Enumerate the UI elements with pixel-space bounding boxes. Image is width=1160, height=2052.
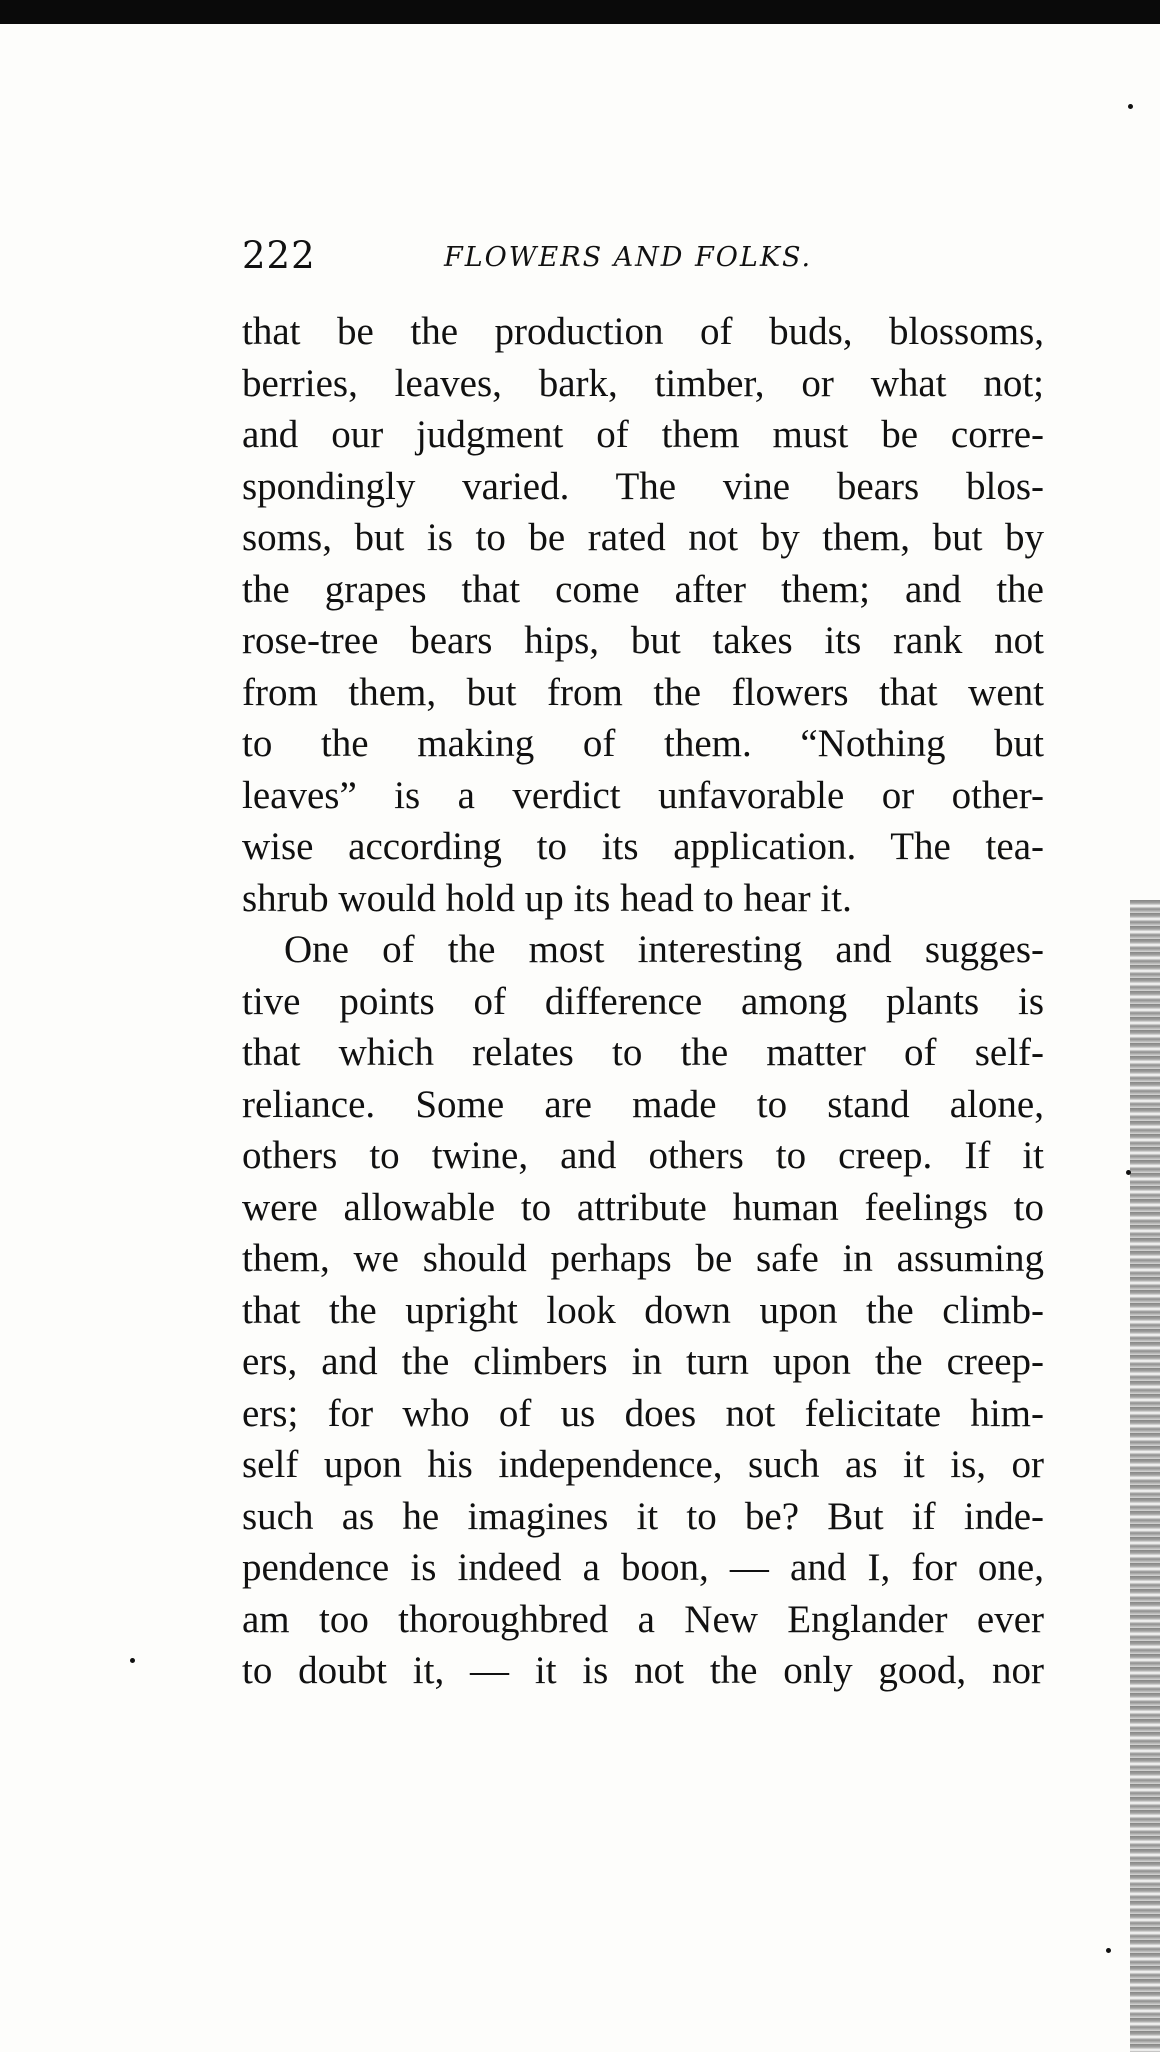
text-line: wise according to its application. The tea- bbox=[242, 825, 1044, 868]
text-line: spondingly varied. The vine bears blos- bbox=[242, 464, 1044, 508]
scan-speck bbox=[130, 1658, 135, 1663]
text-line: soms, but is to be rated not by them, but by bbox=[242, 516, 1044, 559]
text-line: self upon his independence, such as it is, or bbox=[242, 1443, 1044, 1486]
text-line: such as he imagines it to be? But if inde- bbox=[242, 1494, 1044, 1538]
scan-border-top bbox=[0, 0, 1160, 24]
text-line: from them, but from the flowers that went bbox=[242, 670, 1044, 714]
text-line: leaves” is a verdict unfavorable or other- bbox=[242, 773, 1044, 817]
text-line: pendence is indeed a boon, — and I, for one, bbox=[242, 1546, 1044, 1589]
text-line: others to twine, and others to creep. If it bbox=[242, 1134, 1044, 1177]
text-line: tive points of difference among plants is bbox=[242, 979, 1044, 1023]
scan-speck bbox=[1106, 1948, 1111, 1953]
text-line: rose-tree bears hips, but takes its rank not bbox=[242, 619, 1044, 662]
text-line: shrub would hold up its head to hear it. bbox=[242, 876, 852, 920]
text-line: One of the most interesting and sugges- bbox=[284, 928, 1044, 971]
text-line: them, we should perhaps be safe in assuming bbox=[242, 1237, 1044, 1280]
paragraph-1 bbox=[242, 306, 1044, 924]
text-line: to the making of them. “Nothing but bbox=[242, 722, 1044, 765]
paragraph-2 bbox=[242, 924, 1044, 1697]
text-line: ers, and the climbers in turn upon the creep- bbox=[242, 1340, 1044, 1383]
text-line: were allowable to attribute human feelings to bbox=[242, 1185, 1044, 1229]
scan-edge-right bbox=[1130, 900, 1160, 2052]
text-line: that which relates to the matter of self- bbox=[242, 1031, 1044, 1074]
scan-speck bbox=[1128, 104, 1133, 109]
text-line: to doubt it, — it is not the only good, nor bbox=[242, 1649, 1044, 1692]
page-header bbox=[242, 228, 1044, 288]
text-line: ers; for who of us does not felicitate him- bbox=[242, 1391, 1044, 1435]
text-line: berries, leaves, bark, timber, or what not; bbox=[242, 361, 1044, 405]
text-line: am too thoroughbred a New Englander ever bbox=[242, 1597, 1044, 1641]
page-number: 222 bbox=[242, 234, 316, 277]
text-line: and our judgment of them must be corre- bbox=[242, 413, 1044, 456]
running-title: FLOWERS AND FOLKS. bbox=[444, 242, 813, 273]
text-line: the grapes that come after them; and the bbox=[242, 567, 1044, 611]
text-line: that the upright look down upon the climb- bbox=[242, 1288, 1044, 1332]
scan-speck bbox=[1126, 1170, 1131, 1175]
body-text bbox=[242, 306, 1044, 1697]
text-line: that be the production of buds, blossoms, bbox=[242, 310, 1044, 353]
text-line: reliance. Some are made to stand alone, bbox=[242, 1082, 1044, 1126]
